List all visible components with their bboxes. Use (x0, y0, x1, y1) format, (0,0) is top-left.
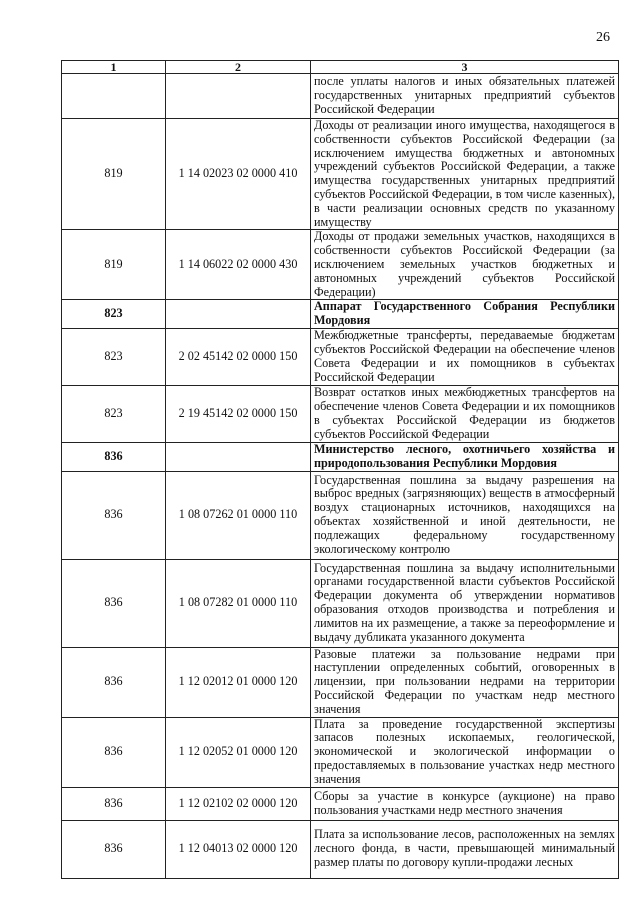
table-row (62, 442, 619, 471)
budget-classification-code-cell (166, 442, 311, 471)
budget-classification-code-cell: 1 12 04013 02 0000 120 (166, 820, 311, 878)
column-header-3: 3 (311, 61, 619, 74)
table-row (62, 300, 619, 329)
table-row (62, 74, 619, 119)
admin-code-cell: 836 (62, 787, 166, 820)
admin-code-cell: 836 (62, 820, 166, 878)
table-row (62, 328, 619, 385)
budget-classification-code-cell: 1 14 06022 02 0000 430 (166, 230, 311, 300)
budget-classification-code-cell: 1 12 02052 01 0000 120 (166, 717, 311, 787)
budget-classification-code-cell: 1 14 02023 02 0000 410 (166, 119, 311, 230)
income-description-cell: Доходы от продажи земельных участков, находящихся в собственности субъектов Российской Федерации (за исключением земельных участков бюджетных и автономных учреждений субъектов Российской Федерации) (311, 230, 619, 300)
table-row (62, 385, 619, 442)
admin-code-cell: 836 (62, 471, 166, 559)
admin-code-cell: 836 (62, 647, 166, 717)
budget-classification-code-cell: 1 12 02012 01 0000 120 (166, 647, 311, 717)
column-header-2: 2 (166, 61, 311, 74)
admin-code-cell: 823 (62, 328, 166, 385)
income-description-cell: Разовые платежи за пользование недрами при наступлении определенных событий, оговоренных в лицензии, при пользовании недрами на территории Российской Федерации по участкам недр местного значения (311, 647, 619, 717)
income-description-cell: после уплаты налогов и иных обязательных платежей государственных унитарных предприятий субъектов Российской Федерации (311, 74, 619, 119)
income-description-cell: Государственная пошлина за выдачу исполнительными органами государственной власти субъектов Российской Федерации документа об утверждении нормативов образования отходов производства и потребления и лимитов на их размещение, а также за переоформление и выдачу дубликата указанного документа (311, 559, 619, 647)
income-description-cell: Государственная пошлина за выдачу разрешения на выброс вредных (загрязняющих) веществ в атмосферный воздух стационарных источников, находящихся на объектах хозяйственной и иной деятельности, не подлежащих федеральному государственному экологическому контролю (311, 471, 619, 559)
income-description-cell: Сборы за участие в конкурсе (аукционе) на право пользования участками недр местного значения (311, 787, 619, 820)
income-description-cell: Министерство лесного, охотничьего хозяйства и природопользования Республики Мордовия (311, 442, 619, 471)
table-row (62, 717, 619, 787)
table-row (62, 119, 619, 230)
table-row (62, 647, 619, 717)
budget-classification-code-cell (166, 74, 311, 119)
budget-table (61, 60, 619, 879)
table-row (62, 230, 619, 300)
admin-code-cell: 819 (62, 230, 166, 300)
table-row (62, 787, 619, 820)
income-description-cell: Доходы от реализации иного имущества, находящегося в собственности субъектов Российской Федерации (за исключением имущества бюджетных и автономных учреждений субъектов Российской Федерации, а также имущества государственных унитарных предприятий субъектов Российской Федерации, в том числе казенных), в части реализации основных средств по указанному имуществу (311, 119, 619, 230)
admin-code-cell: 836 (62, 717, 166, 787)
column-header-1: 1 (62, 61, 166, 74)
table-row (62, 820, 619, 878)
admin-code-cell (62, 74, 166, 119)
budget-classification-code-cell: 2 19 45142 02 0000 150 (166, 385, 311, 442)
budget-classification-code-cell: 1 08 07282 01 0000 110 (166, 559, 311, 647)
admin-code-cell: 836 (62, 559, 166, 647)
table-row (62, 471, 619, 559)
income-description-cell: Возврат остатков иных межбюджетных трансфертов на обеспечение членов Совета Федерации и их помощников в субъектах Российской Федерации из бюджетов субъектов Российской Федерации (311, 385, 619, 442)
income-description-cell: Аппарат Государственного Собрания Республики Мордовия (311, 300, 619, 329)
admin-code-cell: 819 (62, 119, 166, 230)
admin-code-cell: 836 (62, 442, 166, 471)
table-header-row (62, 61, 619, 74)
budget-classification-code-cell: 1 08 07262 01 0000 110 (166, 471, 311, 559)
budget-classification-code-cell (166, 300, 311, 329)
admin-code-cell: 823 (62, 385, 166, 442)
table-row (62, 559, 619, 647)
income-description-cell: Плата за использование лесов, расположенных на землях лесного фонда, в части, превышающей минимальный размер платы по договору купли-продажи лесных (311, 820, 619, 878)
budget-classification-code-cell: 2 02 45142 02 0000 150 (166, 328, 311, 385)
income-description-cell: Межбюджетные трансферты, передаваемые бюджетам субъектов Российской Федерации на обеспечение членов Совета Федерации и их помощников в субъектах Российской Федерации (311, 328, 619, 385)
page-number: 26 (596, 30, 610, 45)
admin-code-cell: 823 (62, 300, 166, 329)
income-description-cell: Плата за проведение государственной экспертизы запасов полезных ископаемых, геологической, экономической и экологической информации о предоставляемых в пользование участках недр местного значения (311, 717, 619, 787)
budget-classification-code-cell: 1 12 02102 02 0000 120 (166, 787, 311, 820)
